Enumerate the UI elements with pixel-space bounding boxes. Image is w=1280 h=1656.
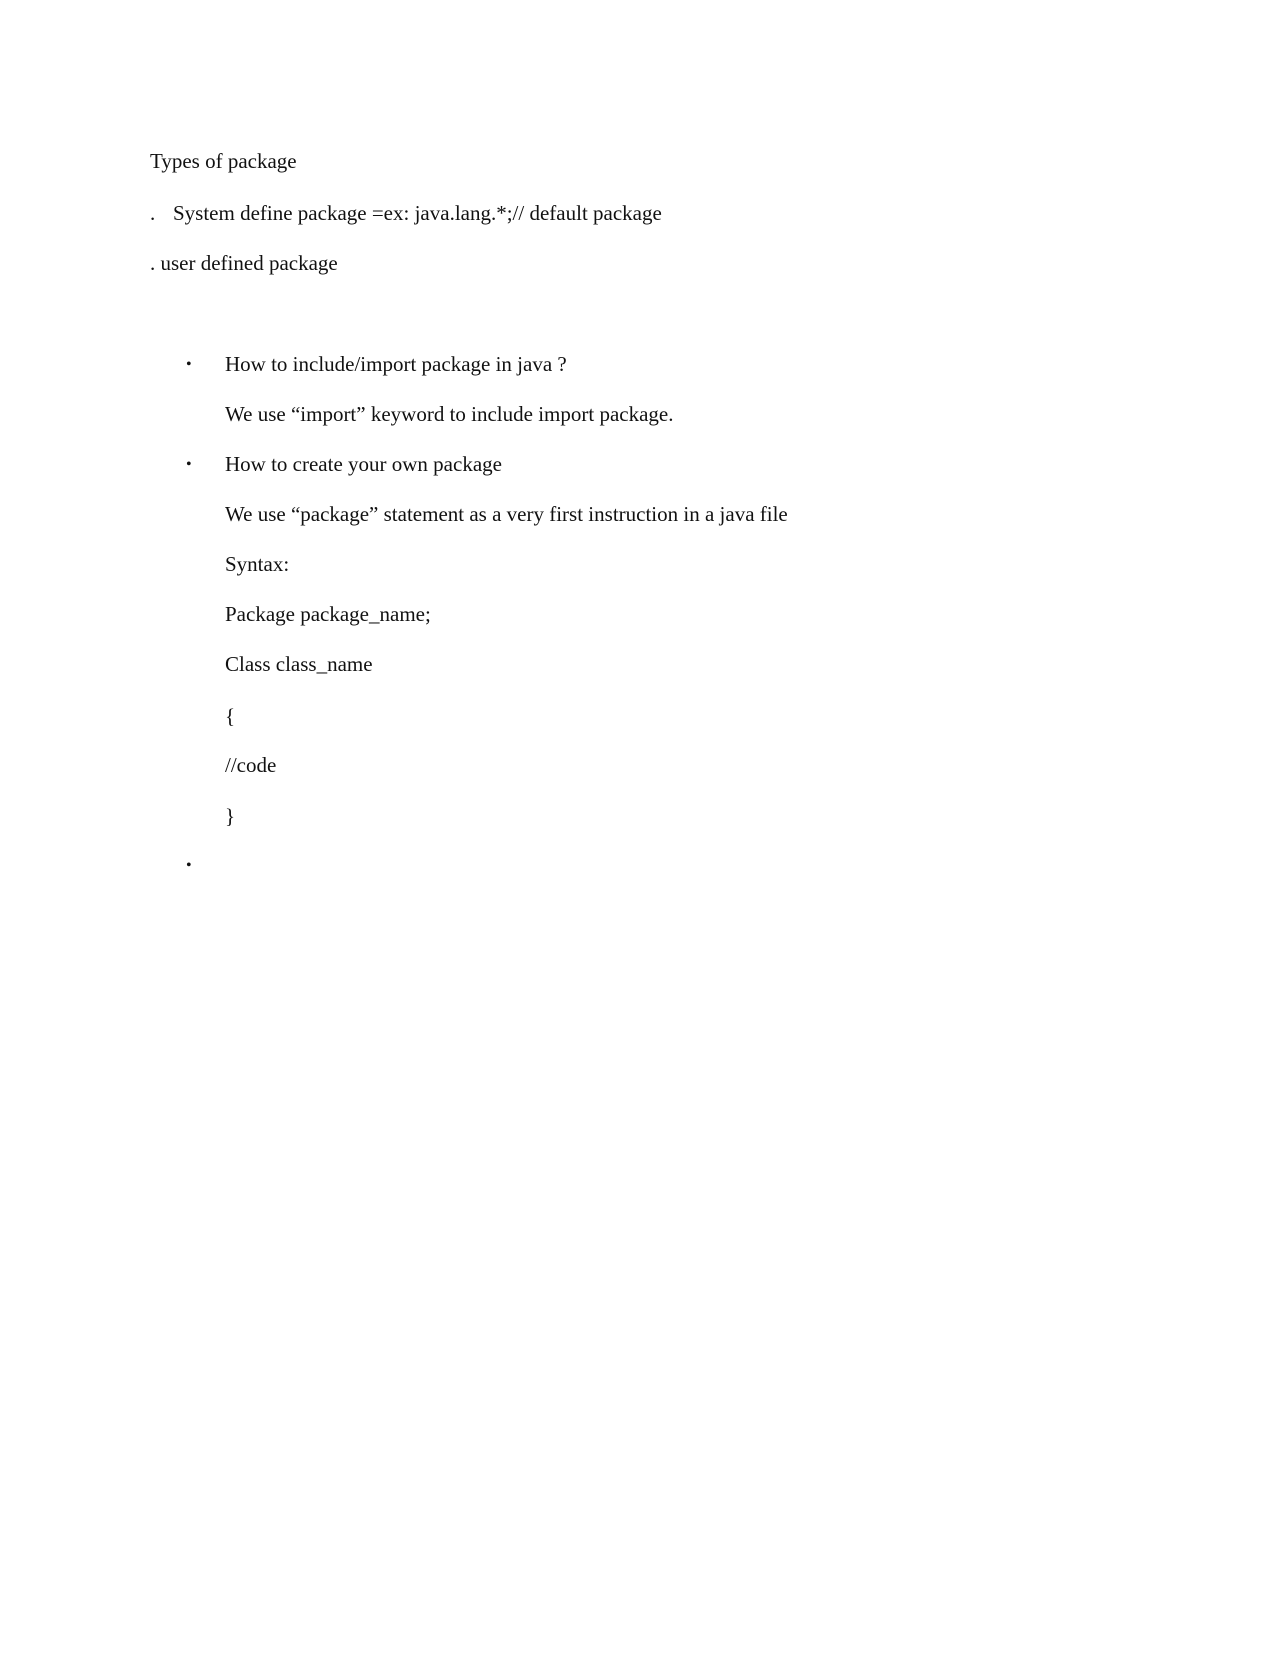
code-line-2: Class class_name: [225, 652, 373, 676]
bullet-2-answer: We use “package” statement as a very first instruction in a java file: [225, 502, 788, 526]
type-1-marker: .: [150, 201, 156, 225]
syntax-label: Syntax:: [225, 552, 290, 576]
bullet-2-marker: •: [186, 456, 192, 473]
type-2-text: . user defined package: [150, 251, 338, 275]
heading: Types of package: [150, 149, 297, 173]
code-line-4: //code: [225, 753, 277, 777]
bullet-1-marker: •: [186, 356, 192, 373]
type-1-text: System define package =ex: java.lang.*;// default package: [173, 201, 662, 225]
bullet-1-answer: We use “import” keyword to include import package.: [225, 402, 674, 426]
code-line-5: }: [225, 804, 236, 828]
code-line-1: Package package_name;: [225, 602, 431, 626]
code-line-3: {: [225, 704, 236, 728]
bullet-1-question: How to include/import package in java ?: [225, 352, 567, 376]
bullet-2-question: How to create your own package: [225, 452, 502, 476]
bullet-3-marker: •: [186, 857, 192, 874]
